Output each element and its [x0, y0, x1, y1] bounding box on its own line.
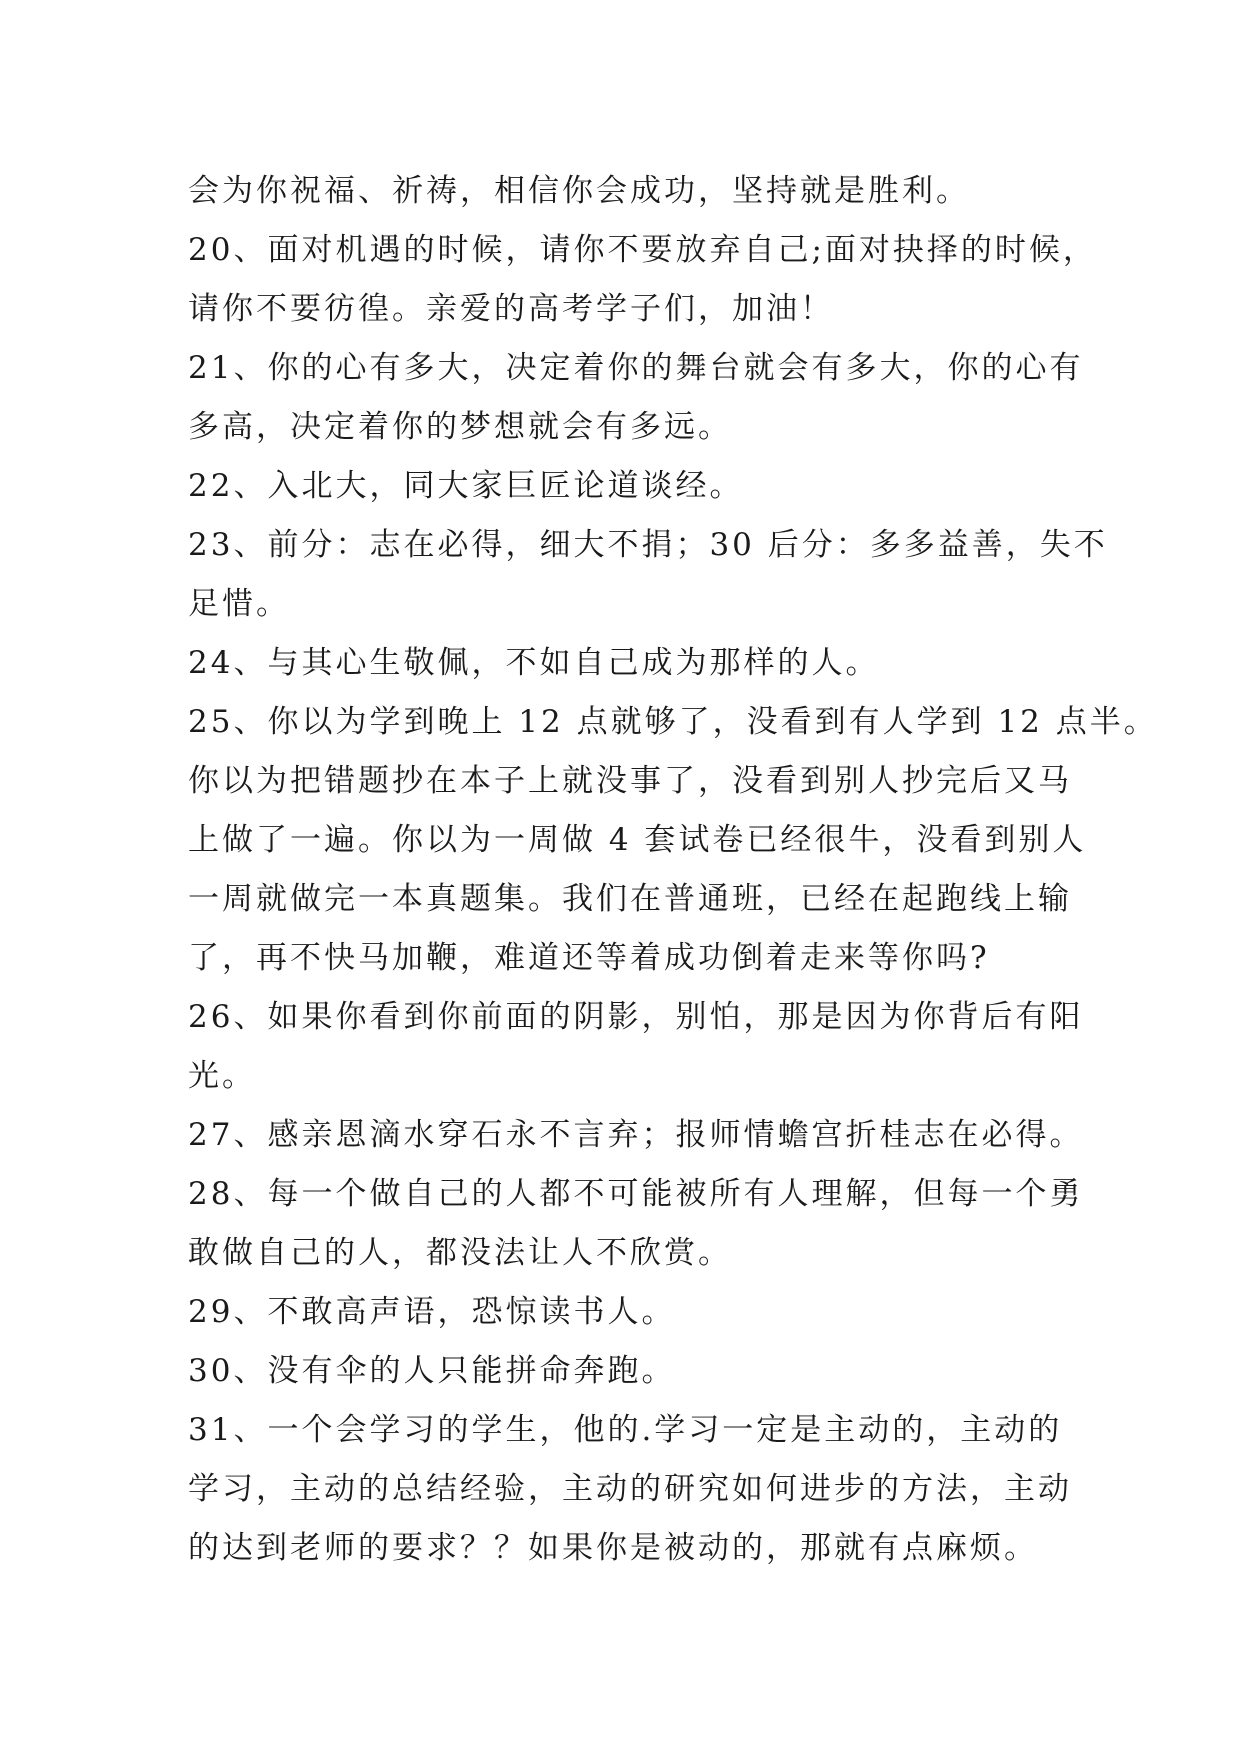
- text-line: 22、入北大，同大家巨匠论道谈经。: [188, 468, 744, 504]
- text-line: 一周就做完一本真题集。我们在普通班，已经在起跑线上输: [188, 881, 1072, 917]
- text-line: 20、面对机遇的时候，请你不要放弃自己;面对抉择的时候，: [188, 232, 1097, 268]
- text-line: 请你不要彷徨。亲爱的高考学子们，加油！: [188, 291, 834, 327]
- text-line: 的达到老师的要求？？如果你是被动的，那就有点麻烦。: [188, 1530, 1038, 1566]
- text-line: 31、一个会学习的学生，他的.学习一定是主动的，主动的: [188, 1412, 1063, 1448]
- text-line: 上做了一遍。你以为一周做 4 套试卷已经很牛，没看到别人: [188, 822, 1087, 858]
- text-line: 了，再不快马加鞭，难道还等着成功倒着走来等你吗?: [188, 940, 990, 976]
- text-line: 30、没有伞的人只能拼命奔跑。: [188, 1353, 676, 1389]
- text-line: 24、与其心生敬佩，不如自己成为那样的人。: [188, 645, 880, 681]
- text-line: 25、你以为学到晚上 12 点就够了，没看到有人学到 12 点半。: [188, 704, 1158, 740]
- text-line: 23、前分：志在必得，细大不捐；30 后分：多多益善，失不: [188, 527, 1108, 563]
- text-line: 28、每一个做自己的人都不可能被所有人理解，但每一个勇: [188, 1176, 1084, 1212]
- text-line: 光。: [188, 1058, 256, 1094]
- text-line: 21、你的心有多大，决定着你的舞台就会有多大，你的心有: [188, 350, 1084, 386]
- text-line: 26、如果你看到你前面的阴影，别怕，那是因为你背后有阳: [188, 999, 1084, 1035]
- text-line: 29、不敢高声语，恐惊读书人。: [188, 1294, 676, 1330]
- text-line: 会为你祝福、祈祷，相信你会成功，坚持就是胜利。: [188, 173, 970, 209]
- text-line: 足惜。: [188, 586, 290, 622]
- text-line: 多高，决定着你的梦想就会有多远。: [188, 409, 732, 445]
- text-line: 你以为把错题抄在本子上就没事了，没看到别人抄完后又马: [188, 763, 1072, 799]
- text-line: 27、感亲恩滴水穿石永不言弃；报师情蟾宫折桂志在必得。: [188, 1117, 1084, 1153]
- text-line: 学习，主动的总结经验，主动的研究如何进步的方法，主动: [188, 1471, 1072, 1507]
- text-line: 敢做自己的人，都没法让人不欣赏。: [188, 1235, 732, 1271]
- body-text: [188, 162, 1188, 1578]
